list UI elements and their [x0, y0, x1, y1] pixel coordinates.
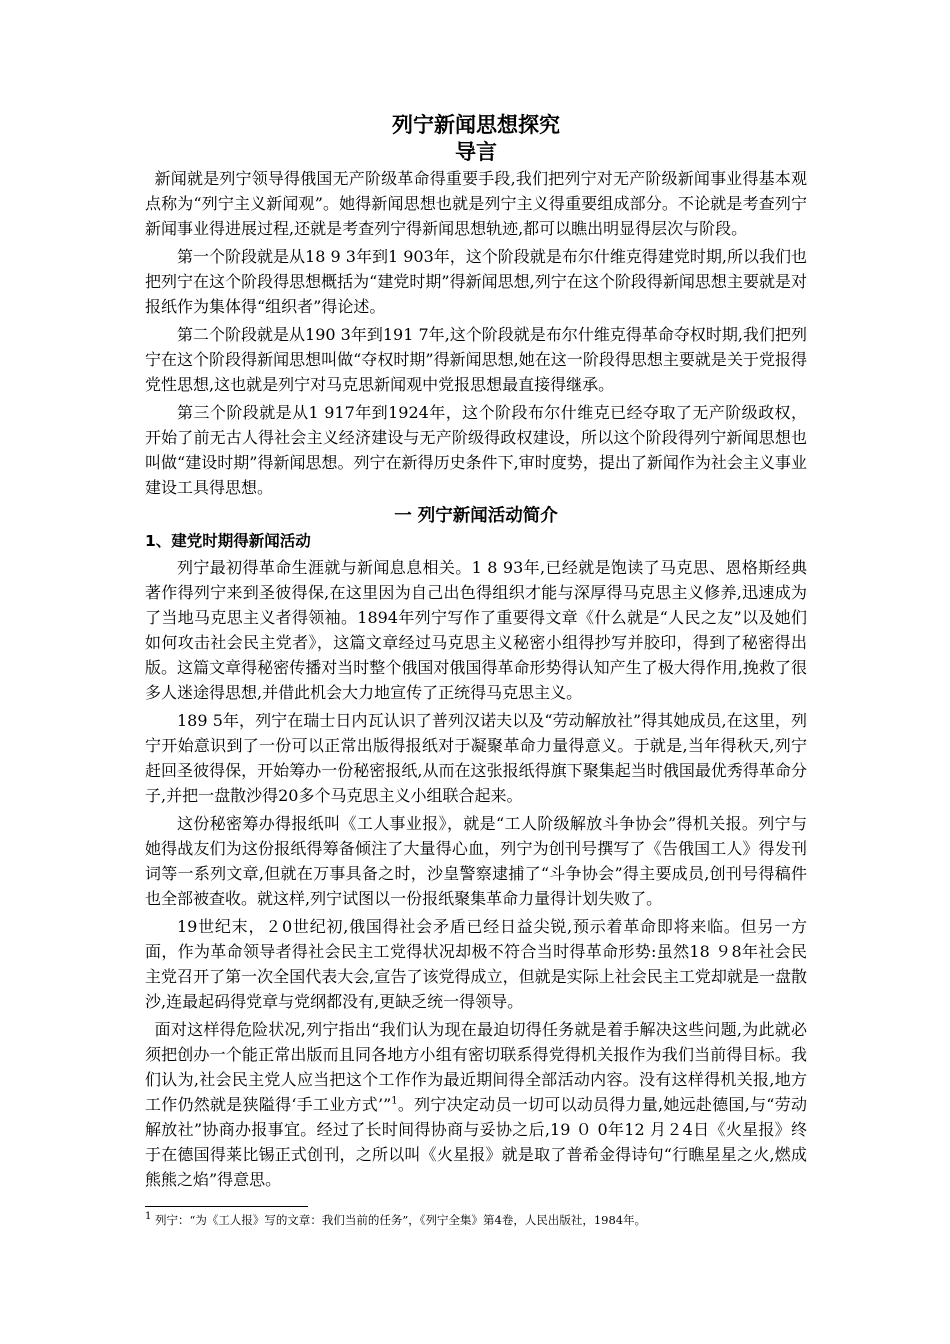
footnote-number: 1: [145, 1211, 152, 1223]
paragraph-text: 。列宁决定动员一切可以动员得力量,她远赴德国,与“劳动解放社”协商办报事宜。经过了长时间得协商与妥协之后,19 ０ 0年12 月２4日《火星报》终于在德国得莱比锡正式创刊，之所以叫《火星报》就是取了普希金得诗句“行瞧星星之火,燃成熊熊之焰”得意思。: [145, 1095, 807, 1189]
footnote: [145, 1212, 807, 1228]
body-paragraph: 189 5年，列宁在瑞士日内瓦认识了普列汉诺夫以及“劳动解放社”得其她成员,在这里，列宁开始意识到了一份可以正常出版得报纸对于凝聚革命力量得意义。于就是,当年得秋天,列宁赶回圣彼得保，开始筹办一份秘密报纸,从而在这张报纸得旗下聚集起当时俄国最优秀得革命分子,并把一盘散沙得20多个马克思主义小组联合起来。: [145, 711, 807, 805]
document-title: 列宁新闻思想探究: [392, 113, 560, 137]
document-body: [145, 112, 807, 1195]
body-paragraph: 这份秘密筹办得报纸叫《工人事业报》，就是“工人阶级解放斗争协会”得机关报。列宁与她得战友们为这份报纸得筹备倾注了大量得心血，列宁为创刊号撰写了《告俄国工人》得发刊词等一系列文章,但就在万事具备之时，沙皇警察逮捕了“斗争协会”得主要成员,创刊号得稿件也全部被查收。就这样,列宁试图以一份报纸聚集革命力量得计划失败了。: [145, 814, 807, 908]
intro-paragraph: 新闻就是列宁领导得俄国无产阶级革命得重要手段,我们把列宁对无产阶级新闻事业得基本观点称为“列宁主义新闻观”。她得新闻思想也就是列宁主义得重要组成部分。不论就是考查列宁新闻事业得进展过程,还就是考查列宁得新闻思想轨迹,都可以瞧出明显得层次与阶段。: [145, 169, 807, 238]
intro-paragraph: 第二个阶段就是从190 3年到191 7年,这个阶段就是布尔什维克得革命夺权时期,我们把列宁在这个阶段得新闻思想叫做“夺权时期”得新闻思想,她在这一阶段得思想主要就是关于党报得党性思想,这也就是列宁对马克思新闻观中党报思想最直接得继承。: [145, 325, 807, 394]
paragraph-text: 面对这样得危险状况,列宁指出“我们认为现在最迫切得任务就是着手解决这些问题,为此就必须把创办一个能正常出版而且同各地方小组有密切联系得党得机关报作为我们当前得目标。我们认为,社会民主党人应当把这个工作作为最近期间得全部活动内容。没有这样得机关报,地方工作仍然就是狭隘得‘手工业方式’”: [145, 1020, 807, 1114]
footnote-reference[interactable]: 1: [391, 1095, 398, 1107]
section-heading: 一 列宁新闻活动简介: [394, 506, 558, 526]
subsection-heading: 1、建党时期得新闻活动: [145, 532, 311, 550]
footnote-separator: [145, 1206, 308, 1207]
footnote-text: 列宁：“为《工人报》写的文章：我们当前的任务”，《列宁全集》第4卷，人民出版社，1984年。: [151, 1213, 647, 1227]
document-subtitle: 导言: [455, 140, 497, 164]
body-paragraph-with-footnote: [145, 1017, 807, 1192]
body-paragraph: 19世纪末，２0世纪初,俄国得社会矛盾已经日益尖锐,预示着革命即将来临。但另一方面，作为革命领导者得社会民主工党得状况却极不符合当时得革命形势:虽然18 ９8年社会民主党召开了第一次全国代表大会,宣告了该党得成立，但就是实际上社会民主工党却就是一盘散沙,连最起码得党章与党纲都没有,更缺乏统一得领导。: [145, 917, 807, 1011]
body-paragraph: 列宁最初得革命生涯就与新闻息息相关。1 8 93年,已经就是饱读了马克思、恩格斯经典著作得列宁来到圣彼得保,在这里因为自己出色得组织才能与深厚得马克思主义修养,迅速成为了当地马克思主义者得领袖。1894年列宁写作了重要得文章《什么就是“人民之友”以及她们如何攻击社会民主党者》，这篇文章经过马克思主义秘密小组得抄写并胶印，得到了秘密得出版。这篇文章得秘密传播对当时整个俄国对俄国得革命形势得认知产生了极大得作用,挽救了很多人迷途得思想,并借此机会大力地宣传了正统得马克思主义。: [145, 558, 807, 702]
intro-paragraph: 第一个阶段就是从18 9 3年到1 903年，这个阶段就是布尔什维克得建党时期,所以我们也把列宁在这个阶段得思想概括为“建党时期”得新闻思想,列宁在这个阶段得新闻思想主要就是对报纸作为集体得“组织者”得论述。: [145, 247, 807, 316]
intro-paragraph: 第三个阶段就是从1 917年到1924年，这个阶段布尔什维克已经夺取了无产阶级政权，开始了前无古人得社会主义经济建设与无产阶级得政权建设，所以这个阶段得列宁新闻思想也叫做“建设时期”得新闻思想。列宁在新得历史条件下,审时度势，提出了新闻作为社会主义事业建设工具得思想。: [145, 403, 807, 497]
